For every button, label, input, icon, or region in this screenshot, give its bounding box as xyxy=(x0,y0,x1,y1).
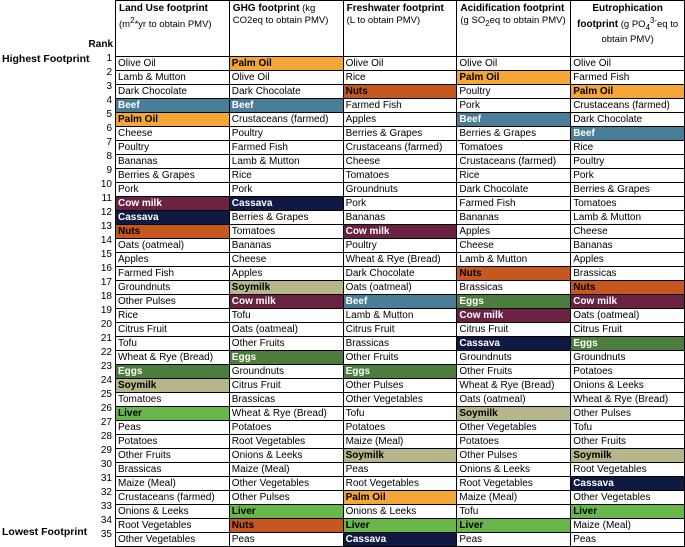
table-cell: Onions & Leeks xyxy=(116,505,230,519)
table-cell: Rice xyxy=(116,309,230,323)
table-cell: Lamb & Mutton xyxy=(116,71,230,85)
highlighted-cell: Liver xyxy=(116,407,230,421)
table-cell: Wheat & Rye (Bread) xyxy=(457,379,571,393)
table-cell: Potatoes xyxy=(343,421,457,435)
highlighted-cell: Soymilk xyxy=(343,449,457,463)
highlighted-cell: Eggs xyxy=(457,295,571,309)
highlighted-cell: Cassava xyxy=(343,533,457,547)
rank-column xyxy=(95,52,115,542)
header-acidification xyxy=(457,1,571,57)
rank-number: 4 xyxy=(106,95,112,106)
table-cell: Pork xyxy=(571,169,685,183)
highlighted-cell: Nuts xyxy=(571,281,685,295)
table-cell: Maize (Meal) xyxy=(116,477,230,491)
table-cell: Citrus Fruit xyxy=(229,379,343,393)
table-cell: Crustaceans (farmed) xyxy=(343,141,457,155)
header-unit-rest: *yr to obtain PMV) xyxy=(134,19,212,31)
table-body xyxy=(116,57,685,547)
header-unit: (m xyxy=(119,19,131,31)
table-cell: Dark Chocolate xyxy=(571,113,685,127)
table-cell: Groundnuts xyxy=(229,365,343,379)
highlighted-cell: Beef xyxy=(457,113,571,127)
table-cell: Bananas xyxy=(343,211,457,225)
highlighted-cell: Palm Oil xyxy=(457,71,571,85)
table-row xyxy=(116,71,685,85)
highlighted-cell: Eggs xyxy=(571,337,685,351)
table-cell: Cheese xyxy=(571,225,685,239)
table-cell: Onions & Leeks xyxy=(457,463,571,477)
rank-number: 16 xyxy=(100,263,112,274)
table-cell: Olive Oil xyxy=(229,71,343,85)
table-row xyxy=(116,267,685,281)
table-cell: Bananas xyxy=(571,239,685,253)
table-cell: Other Vegetables xyxy=(229,477,343,491)
table-cell: Maize (Meal) xyxy=(229,463,343,477)
table-cell: Tofu xyxy=(343,407,457,421)
table-row xyxy=(116,295,685,309)
table-cell: Peas xyxy=(343,463,457,477)
table-cell: Cheese xyxy=(116,127,230,141)
rank-number: 28 xyxy=(100,431,112,442)
table-cell: Other Fruits xyxy=(229,337,343,351)
table-cell: Apples xyxy=(229,267,343,281)
rank-number: 20 xyxy=(100,319,112,330)
header-title: Freshwater footprint xyxy=(346,3,444,14)
rank-number: 22 xyxy=(100,347,112,358)
table-cell: Potatoes xyxy=(116,435,230,449)
table-cell: Tofu xyxy=(457,505,571,519)
highlighted-cell: Soymilk xyxy=(229,281,343,295)
rank-number: 35 xyxy=(100,529,112,540)
table-cell: Farmed Fish xyxy=(343,99,457,113)
rank-number: 3 xyxy=(106,81,112,92)
table-cell: Oats (oatmeal) xyxy=(343,281,457,295)
table-cell: Apples xyxy=(343,113,457,127)
header-unit: (g PO xyxy=(618,19,646,31)
highlighted-cell: Cow milk xyxy=(116,197,230,211)
header-title: Eutrophication footprint xyxy=(577,3,663,31)
table-cell: Crustaceans (farmed) xyxy=(571,99,685,113)
table-cell: Rice xyxy=(571,141,685,155)
table-cell: Poultry xyxy=(229,127,343,141)
table-cell: Lamb & Mutton xyxy=(343,309,457,323)
rank-number: 31 xyxy=(100,473,112,484)
table-cell: Groundnuts xyxy=(457,351,571,365)
table-cell: Dark Chocolate xyxy=(457,183,571,197)
table-cell: Lamb & Mutton xyxy=(229,155,343,169)
highlighted-cell: Nuts xyxy=(457,267,571,281)
table-row xyxy=(116,421,685,435)
table-cell: Farmed Fish xyxy=(571,71,685,85)
rank-header: Rank xyxy=(88,39,113,50)
rank-number: 26 xyxy=(100,403,112,414)
highlighted-cell: Nuts xyxy=(116,225,230,239)
rank-number: 27 xyxy=(100,417,112,428)
table-cell: Olive Oil xyxy=(457,57,571,71)
table-cell: Rice xyxy=(457,169,571,183)
highlighted-cell: Eggs xyxy=(116,365,230,379)
table-cell: Tofu xyxy=(229,309,343,323)
rank-number: 10 xyxy=(100,179,112,190)
table-cell: Citrus Fruit xyxy=(571,323,685,337)
table-cell: Brassicas xyxy=(229,393,343,407)
table-cell: Lamb & Mutton xyxy=(571,211,685,225)
header-land-use xyxy=(116,1,230,57)
table-cell: Tofu xyxy=(571,421,685,435)
table-row xyxy=(116,435,685,449)
table-cell: Peas xyxy=(229,533,343,547)
highlighted-cell: Palm Oil xyxy=(116,113,230,127)
table-row xyxy=(116,99,685,113)
rank-number: 7 xyxy=(106,137,112,148)
rank-number: 6 xyxy=(106,123,112,134)
table-cell: Other Pulses xyxy=(229,491,343,505)
highlighted-cell: Liver xyxy=(343,519,457,533)
table-row xyxy=(116,239,685,253)
table-cell: Onions & Leeks xyxy=(229,449,343,463)
highlighted-cell: Liver xyxy=(229,505,343,519)
table-cell: Cheese xyxy=(229,253,343,267)
table-row xyxy=(116,365,685,379)
table-cell: Apples xyxy=(116,253,230,267)
table-cell: Other Pulses xyxy=(343,379,457,393)
highlighted-cell: Eggs xyxy=(229,351,343,365)
table-cell: Crustaceans (farmed) xyxy=(229,113,343,127)
table-row xyxy=(116,155,685,169)
rank-number: 19 xyxy=(100,305,112,316)
table-cell: Tomatoes xyxy=(343,169,457,183)
header-unit: (kg CO2eq to obtain PMV) xyxy=(232,3,329,26)
header-sup: 3- xyxy=(649,16,658,25)
highlighted-cell: Beef xyxy=(571,127,685,141)
highlighted-cell: Palm Oil xyxy=(343,491,457,505)
table-cell: Other Pulses xyxy=(571,407,685,421)
highlighted-cell: Liver xyxy=(457,519,571,533)
table-row xyxy=(116,491,685,505)
highlighted-cell: Nuts xyxy=(229,519,343,533)
table-cell: Root Vegetables xyxy=(229,435,343,449)
rank-number: 9 xyxy=(106,165,112,176)
table-cell: Bananas xyxy=(457,211,571,225)
table-cell: Berries & Grapes xyxy=(343,127,457,141)
table-cell: Other Fruits xyxy=(343,351,457,365)
table-cell: Rice xyxy=(343,71,457,85)
highlighted-cell: Palm Oil xyxy=(229,57,343,71)
rank-number: 8 xyxy=(106,151,112,162)
table-cell: Root Vegetables xyxy=(457,477,571,491)
table-cell: Tofu xyxy=(116,337,230,351)
table-cell: Pork xyxy=(116,183,230,197)
table-cell: Other Vegetables xyxy=(457,421,571,435)
table-row xyxy=(116,393,685,407)
rank-number: 15 xyxy=(100,249,112,260)
side-labels xyxy=(0,0,115,540)
table-cell: Brassicas xyxy=(457,281,571,295)
table-cell: Maize (Meal) xyxy=(343,435,457,449)
table-cell: Pork xyxy=(343,197,457,211)
table-row xyxy=(116,463,685,477)
highlighted-cell: Beef xyxy=(229,99,343,113)
header-freshwater xyxy=(343,1,457,57)
highlighted-cell: Beef xyxy=(116,99,230,113)
rank-number: 12 xyxy=(100,207,112,218)
header-title: Land Use footprint xyxy=(119,3,208,14)
table-cell: Brassicas xyxy=(571,267,685,281)
table-cell: Farmed Fish xyxy=(457,197,571,211)
header-row xyxy=(116,1,685,57)
table-cell: Wheat & Rye (Bread) xyxy=(116,351,230,365)
rank-number: 18 xyxy=(100,291,112,302)
table-row xyxy=(116,141,685,155)
table-cell: Other Vegetables xyxy=(571,491,685,505)
highlighted-cell: Cow milk xyxy=(457,309,571,323)
table-cell: Root Vegetables xyxy=(571,463,685,477)
table-cell: Cheese xyxy=(343,155,457,169)
table-cell: Other Vegetables xyxy=(116,533,230,547)
table-cell: Farmed Fish xyxy=(116,267,230,281)
table-cell: Citrus Fruit xyxy=(457,323,571,337)
table-cell: Crustaceans (farmed) xyxy=(116,491,230,505)
rank-number: 11 xyxy=(101,193,112,204)
table-row xyxy=(116,379,685,393)
header-title: Acidification footprint xyxy=(460,3,565,14)
table-cell: Dark Chocolate xyxy=(343,267,457,281)
header-sup: 2 xyxy=(130,16,135,25)
highest-footprint-label: Highest Footprint xyxy=(2,53,90,65)
table-cell: Poultry xyxy=(571,155,685,169)
table-cell: Potatoes xyxy=(457,435,571,449)
table-row xyxy=(116,505,685,519)
table-cell: Pork xyxy=(457,99,571,113)
table-cell: Groundnuts xyxy=(571,351,685,365)
table-cell: Poultry xyxy=(457,85,571,99)
table-cell: Crustaceans (farmed) xyxy=(457,155,571,169)
highlighted-cell: Cassava xyxy=(571,477,685,491)
header-sub: 4 xyxy=(645,23,650,33)
table-cell: Farmed Fish xyxy=(229,141,343,155)
table-cell: Apples xyxy=(457,225,571,239)
table-row xyxy=(116,323,685,337)
table-cell: Pork xyxy=(229,183,343,197)
rank-number: 1 xyxy=(106,53,112,64)
table-cell: Oats (oatmeal) xyxy=(116,239,230,253)
table-row xyxy=(116,211,685,225)
table-row xyxy=(116,85,685,99)
table-cell: Maize (Meal) xyxy=(457,491,571,505)
table-cell: Dark Chocolate xyxy=(116,85,230,99)
table-cell: Other Pulses xyxy=(457,449,571,463)
table-cell: Oats (oatmeal) xyxy=(229,323,343,337)
table-cell: Oats (oatmeal) xyxy=(457,393,571,407)
table-cell: Bananas xyxy=(229,239,343,253)
rank-number: 33 xyxy=(100,501,112,512)
rank-number: 13 xyxy=(100,221,112,232)
table-cell: Wheat & Rye (Bread) xyxy=(229,407,343,421)
highlighted-cell: Cassava xyxy=(457,337,571,351)
highlighted-cell: Palm Oil xyxy=(571,85,685,99)
table-cell: Tomatoes xyxy=(457,141,571,155)
table-cell: Lamb & Mutton xyxy=(457,253,571,267)
table-cell: Root Vegetables xyxy=(343,477,457,491)
table-cell: Wheat & Rye (Bread) xyxy=(571,393,685,407)
table-cell: Groundnuts xyxy=(116,281,230,295)
table-cell: Berries & Grapes xyxy=(457,127,571,141)
header-unit: (L to obtain PMV) xyxy=(346,15,421,26)
table-cell: Bananas xyxy=(116,155,230,169)
rank-number: 2 xyxy=(106,67,112,78)
table-row xyxy=(116,477,685,491)
table-cell: Other Fruits xyxy=(116,449,230,463)
table-cell: Potatoes xyxy=(229,421,343,435)
table-row xyxy=(116,281,685,295)
table-cell: Cheese xyxy=(457,239,571,253)
table-cell: Other Fruits xyxy=(571,435,685,449)
table-row xyxy=(116,183,685,197)
table-row xyxy=(116,449,685,463)
table-row xyxy=(116,113,685,127)
rank-number: 23 xyxy=(100,361,112,372)
table-cell: Olive Oil xyxy=(571,57,685,71)
highlighted-cell: Cassava xyxy=(229,197,343,211)
table-cell: Poultry xyxy=(343,239,457,253)
header-title: GHG footprint xyxy=(232,3,300,14)
table-cell: Maize (Meal) xyxy=(571,519,685,533)
table-cell: Onions & Leeks xyxy=(343,505,457,519)
rank-number: 17 xyxy=(100,277,112,288)
rank-number: 5 xyxy=(106,109,112,120)
rank-number: 34 xyxy=(100,515,112,526)
table-cell: Peas xyxy=(116,421,230,435)
table-cell: Berries & Grapes xyxy=(571,183,685,197)
table-cell: Rice xyxy=(229,169,343,183)
table-row xyxy=(116,407,685,421)
table-cell: Brassicas xyxy=(343,337,457,351)
table-cell: Poultry xyxy=(116,141,230,155)
table-row xyxy=(116,225,685,239)
rank-number: 21 xyxy=(100,333,112,344)
highlighted-cell: Nuts xyxy=(343,85,457,99)
rank-number: 24 xyxy=(100,375,112,386)
rank-number: 32 xyxy=(100,487,112,498)
table-row xyxy=(116,519,685,533)
table-cell: Other Vegetables xyxy=(343,393,457,407)
table-cell: Dark Chocolate xyxy=(229,85,343,99)
table-row xyxy=(116,253,685,267)
header-ghg xyxy=(229,1,343,57)
table-cell: Citrus Fruit xyxy=(116,323,230,337)
table-cell: Tomatoes xyxy=(571,197,685,211)
table-row xyxy=(116,169,685,183)
lowest-footprint-label: Lowest Footprint xyxy=(2,526,88,538)
highlighted-cell: Cow milk xyxy=(343,225,457,239)
header-unit: (g SO xyxy=(460,15,486,26)
table-cell: Apples xyxy=(571,253,685,267)
header-unit-rest: eq to obtain PMV) xyxy=(489,15,566,26)
table-cell: Other Fruits xyxy=(457,365,571,379)
rank-number: 14 xyxy=(100,235,112,246)
header-eutrophication xyxy=(571,1,685,57)
highlighted-cell: Cow milk xyxy=(571,295,685,309)
table-cell: Citrus Fruit xyxy=(343,323,457,337)
highlighted-cell: Cow milk xyxy=(229,295,343,309)
table-cell: Wheat & Rye (Bread) xyxy=(343,253,457,267)
table-row xyxy=(116,197,685,211)
table-row xyxy=(116,337,685,351)
highlighted-cell: Eggs xyxy=(343,365,457,379)
table-cell: Olive Oil xyxy=(116,57,230,71)
table-row xyxy=(116,309,685,323)
highlighted-cell: Soymilk xyxy=(457,407,571,421)
table-cell: Potatoes xyxy=(571,365,685,379)
table-cell: Groundnuts xyxy=(343,183,457,197)
table-cell: Berries & Grapes xyxy=(116,169,230,183)
rank-number: 29 xyxy=(100,445,112,456)
table-cell: Tomatoes xyxy=(229,225,343,239)
highlighted-cell: Cassava xyxy=(116,211,230,225)
table-cell: Oats (oatmeal) xyxy=(571,309,685,323)
highlighted-cell: Soymilk xyxy=(571,449,685,463)
table-row xyxy=(116,351,685,365)
highlighted-cell: Soymilk xyxy=(116,379,230,393)
table-cell: Tomatoes xyxy=(116,393,230,407)
table-cell: Other Pulses xyxy=(116,295,230,309)
table-cell: Onions & Leeks xyxy=(571,379,685,393)
table-cell: Brassicas xyxy=(116,463,230,477)
footprint-table xyxy=(115,0,685,547)
rank-number: 30 xyxy=(100,459,112,470)
rank-number: 25 xyxy=(100,389,112,400)
table-row xyxy=(116,57,685,71)
header-sub: 2 xyxy=(485,18,490,28)
table-row xyxy=(116,127,685,141)
table-cell: Root Vegetables xyxy=(116,519,230,533)
table-cell: Peas xyxy=(457,533,571,547)
table-cell: Berries & Grapes xyxy=(229,211,343,225)
table-cell: Olive Oil xyxy=(343,57,457,71)
highlighted-cell: Beef xyxy=(343,295,457,309)
table-cell: Peas xyxy=(571,533,685,547)
header-unit-rest: eq to obtain PMV) xyxy=(601,19,679,46)
highlighted-cell: Liver xyxy=(571,505,685,519)
